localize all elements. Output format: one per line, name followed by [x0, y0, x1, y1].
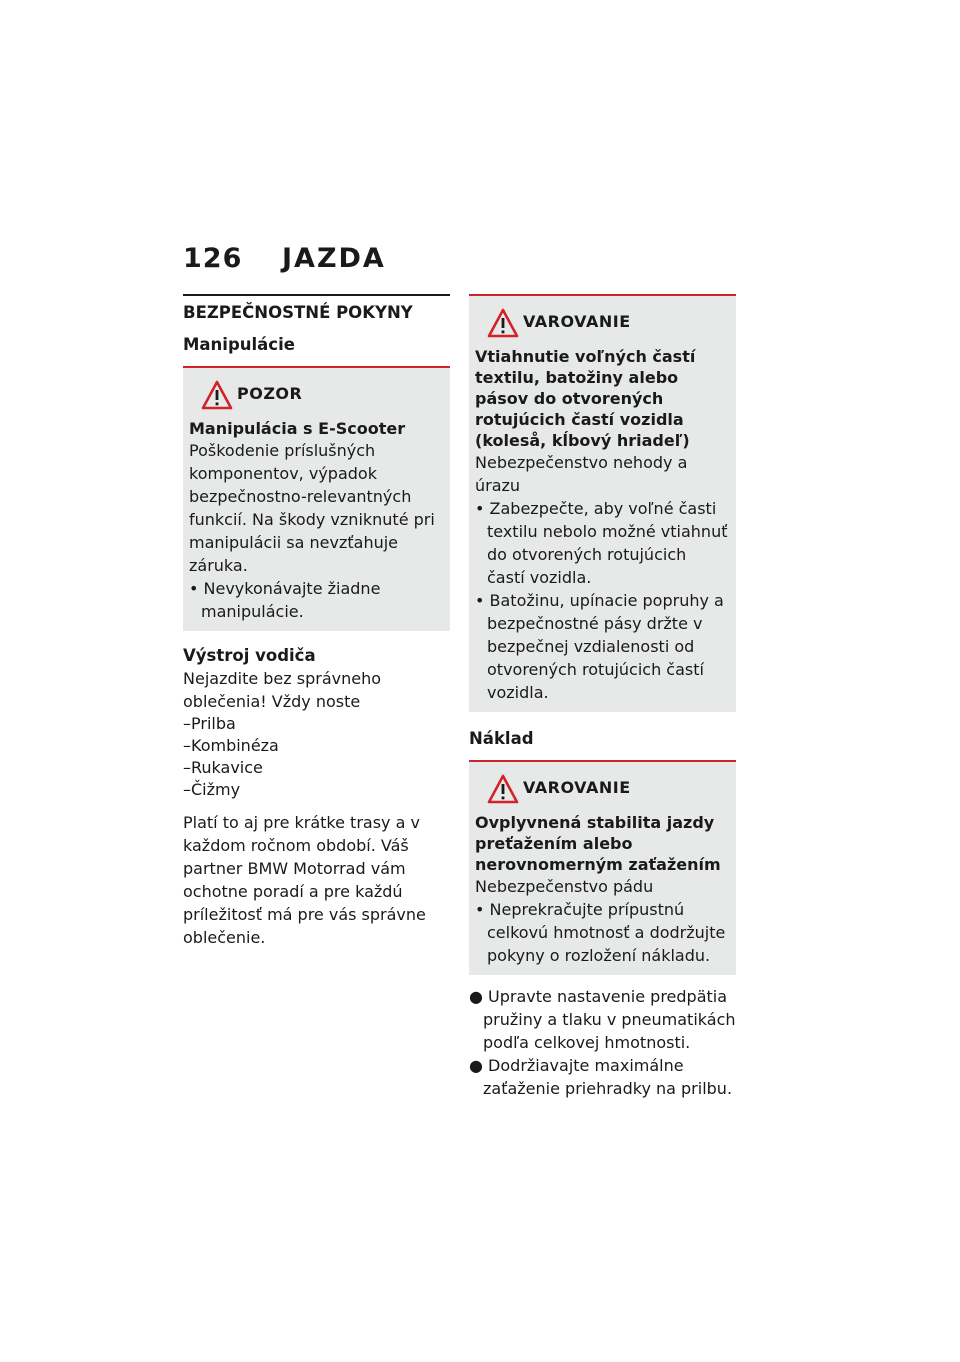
warning-triangle-icon: [201, 380, 233, 410]
notice-header: [475, 306, 728, 346]
gear-item: –Prilba: [183, 714, 236, 733]
cargo-title: Náklad: [469, 729, 534, 748]
subsection-title: Manipulácie: [183, 335, 295, 354]
instruction-step: ● Upravte nastavenie predpätia pružiny a tlaku v pneumatikách podľa celkovej hmotnosti.: [469, 987, 736, 1052]
instruction-step: ● Dodržiavajte maximálne zaťaženie priehradky na prilbu.: [469, 1056, 733, 1098]
notice-header: [189, 378, 442, 418]
notice-header: [475, 772, 728, 812]
notice-label: VAROVANIE: [523, 778, 631, 797]
warning-notice: [469, 760, 736, 975]
section-title: BEZPEČNOSTNÉ POKYNY: [183, 303, 413, 322]
gear-item: –Kombinéza: [183, 736, 279, 755]
notice-bullet: • Neprekračujte prípustnú celkovú hmotnosť a dodržujte pokyny o rozložení nákladu.: [475, 900, 726, 965]
gear-intro: Nejazdite bez správneho oblečenia! Vždy noste: [183, 669, 382, 711]
notice-heading: Ovplyvnená stabilita jazdy preťažením alebo nerovnomerným zaťažením: [475, 813, 721, 874]
notice-label: VAROVANIE: [523, 312, 631, 331]
warning-triangle-icon: [487, 774, 519, 804]
section-divider: [183, 294, 450, 296]
warning-triangle-icon: [487, 308, 519, 338]
notice-bullet: • Batožinu, upínacie popruhy a bezpečnostné pásy držte v bezpečnej vzdialenosti od otvorených rotujúcich častí vozidla.: [475, 591, 724, 702]
gear-item: –Čižmy: [183, 780, 241, 799]
gear-item: –Rukavice: [183, 758, 263, 777]
notice-text: Poškodenie príslušných komponentov, výpadok bezpečnostno-relevantných funkcií. Na škody vzniknuté pri manipulácii sa nevzťahuje záruka.: [189, 441, 435, 575]
notice-text: Nebezpečenstvo nehody a úrazu: [475, 453, 688, 495]
gear-title: Výstroj vodiča: [183, 646, 316, 665]
notice-label: POZOR: [237, 384, 303, 403]
warning-notice: [469, 294, 736, 712]
caution-notice: [183, 366, 450, 631]
gear-paragraph: Platí to aj pre krátke trasy a v každom ročnom období. Váš partner BMW Motorrad vám ochotne poradí a pre každú príležitosť má pre vás správne oblečenie.: [183, 813, 426, 947]
notice-bullet: • Zabezpečte, aby voľné časti textilu nebolo možné vtiahnuť do otvorených rotujúcich častí vozidla.: [475, 499, 728, 587]
notice-text: Nebezpečenstvo pádu: [475, 877, 654, 896]
page-number: 126: [183, 243, 243, 274]
notice-heading: Vtiahnutie voľných častí textilu, batožiny alebo pásov do otvorených rotujúcich častí vozidla (koleså, kĺbový hriadeľ): [475, 347, 696, 450]
notice-bullet: • Nevykonávajte žiadne manipulácie.: [189, 579, 381, 621]
chapter-title: JAZDA: [282, 243, 386, 274]
left-column: [183, 294, 450, 949]
right-column: [469, 294, 736, 1100]
notice-heading: Manipulácia s E-Scooter: [189, 419, 406, 438]
